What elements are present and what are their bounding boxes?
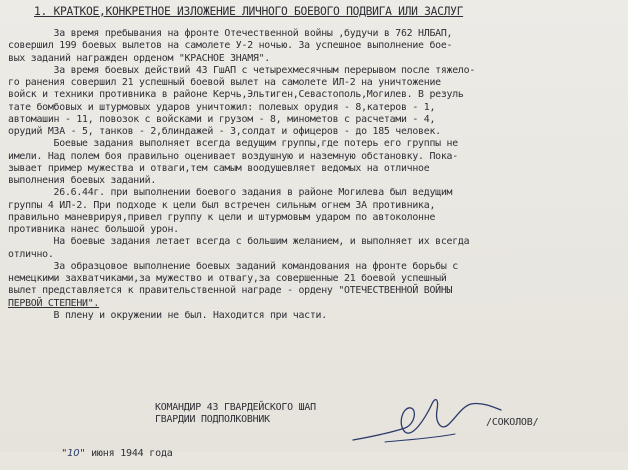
text-line: го ранения совершил 21 успешный боевой вылет на самолете ИЛ-2 на уничтожение (8, 77, 441, 88)
text-line: В плену и окружении не был. Находится при части. (8, 309, 327, 321)
text-line: вых заданий награжден орденом "КРАСНОЕ ЗНАМЯ". (8, 52, 270, 64)
signature-block (155, 402, 316, 426)
document-heading: 1. КРАТКОЕ,КОНКРЕТНОЕ ИЗЛОЖЕНИЕ ЛИЧНОГО БОЕВОГО ПОДВИГА ИЛИ ЗАСЛУГ (34, 5, 464, 18)
text-line: правильно маневрируя,привел группу к цели и штурмовым ударом по автоколонне (8, 211, 436, 223)
document-date (38, 437, 173, 470)
text-line: За время пребывания на фронте Отечественной войны ,будучи в 762 НЛБАП, (8, 28, 453, 39)
text-line: За образцовое выполнение боевых заданий командования на фронте борьбы с (8, 260, 458, 272)
text-line: совершил 199 боевых вылетов на самолете У-2 ночью. За успешное выполнение бое- (8, 40, 453, 52)
text-line: немецкими захватчиками,за мужество и отвагу,за совершенные 21 боевой успешный (8, 273, 447, 284)
text-line: вылет представляется к правительственной награде - ордену "ОТЕЧЕСТВЕННОЙ ВОЙНЫ (8, 285, 453, 297)
text-line: автомашин - 11, повозок с войсками и грузом - 8, минометов с расчетами - 4, (8, 113, 436, 125)
text-line: отлично. (8, 248, 54, 260)
text-line: войск и техники противника в районе Керчь,Эльтиген,Севастополь,Могилев. В резуль (8, 89, 464, 101)
signatory-surname: /СОКОЛОВ/ (486, 417, 539, 428)
date-open-quote: " (61, 448, 68, 459)
text-line: Боевые задания выполняет всегда ведущим группы,где потерь его группы не (8, 138, 458, 150)
text-line: 26.6.44г. при выполнении боевого задания в районе Могилева был ведущим (8, 187, 453, 199)
commander-rank: ГВАРДИИ ПОДПОЛКОВНИК (155, 414, 270, 425)
text-line: ПЕРВОЙ СТЕПЕНИ". (8, 297, 100, 309)
date-month-year: июня 1944 года (85, 448, 173, 459)
text-line: группы 4 ИЛ-2. При подходе к цели был встречен сильным огнем ЗА противника, (8, 199, 436, 211)
text-line: противника нанес большой урон. (8, 224, 179, 235)
text-line: тате бомбовых и штурмовых ударов уничтожил: полевых орудия - 8,катеров - 1, (8, 101, 436, 113)
text-line: имели. Над полем боя правильно оценивает воздушную и наземную обстановку. Пока- (8, 150, 458, 162)
document-body (8, 28, 608, 322)
text-line: орудий МЗА - 5, танков - 2,блиндажей - 3,солдат и офицеров - до 185 человек. (8, 126, 441, 137)
text-line: выполнения боевых заданий. (8, 175, 157, 186)
text-line: зывает пример мужества и отваги,тем самым воодушевляет ведомых на отличное (8, 162, 430, 174)
text-line: За время боевых действий 43 ГшАП с четырехмесячным перерывом после тяжело- (8, 64, 476, 76)
handwritten-signature (345, 388, 505, 448)
commander-title: КОМАНДИР 43 ГВАРДЕЙСКОГО ШАП (155, 402, 316, 413)
date-close-quote: " (79, 448, 86, 459)
date-day: 10 (67, 448, 80, 459)
text-line: На боевые задания летает всегда с большим желанием, и выполняет их всегда (8, 236, 470, 248)
